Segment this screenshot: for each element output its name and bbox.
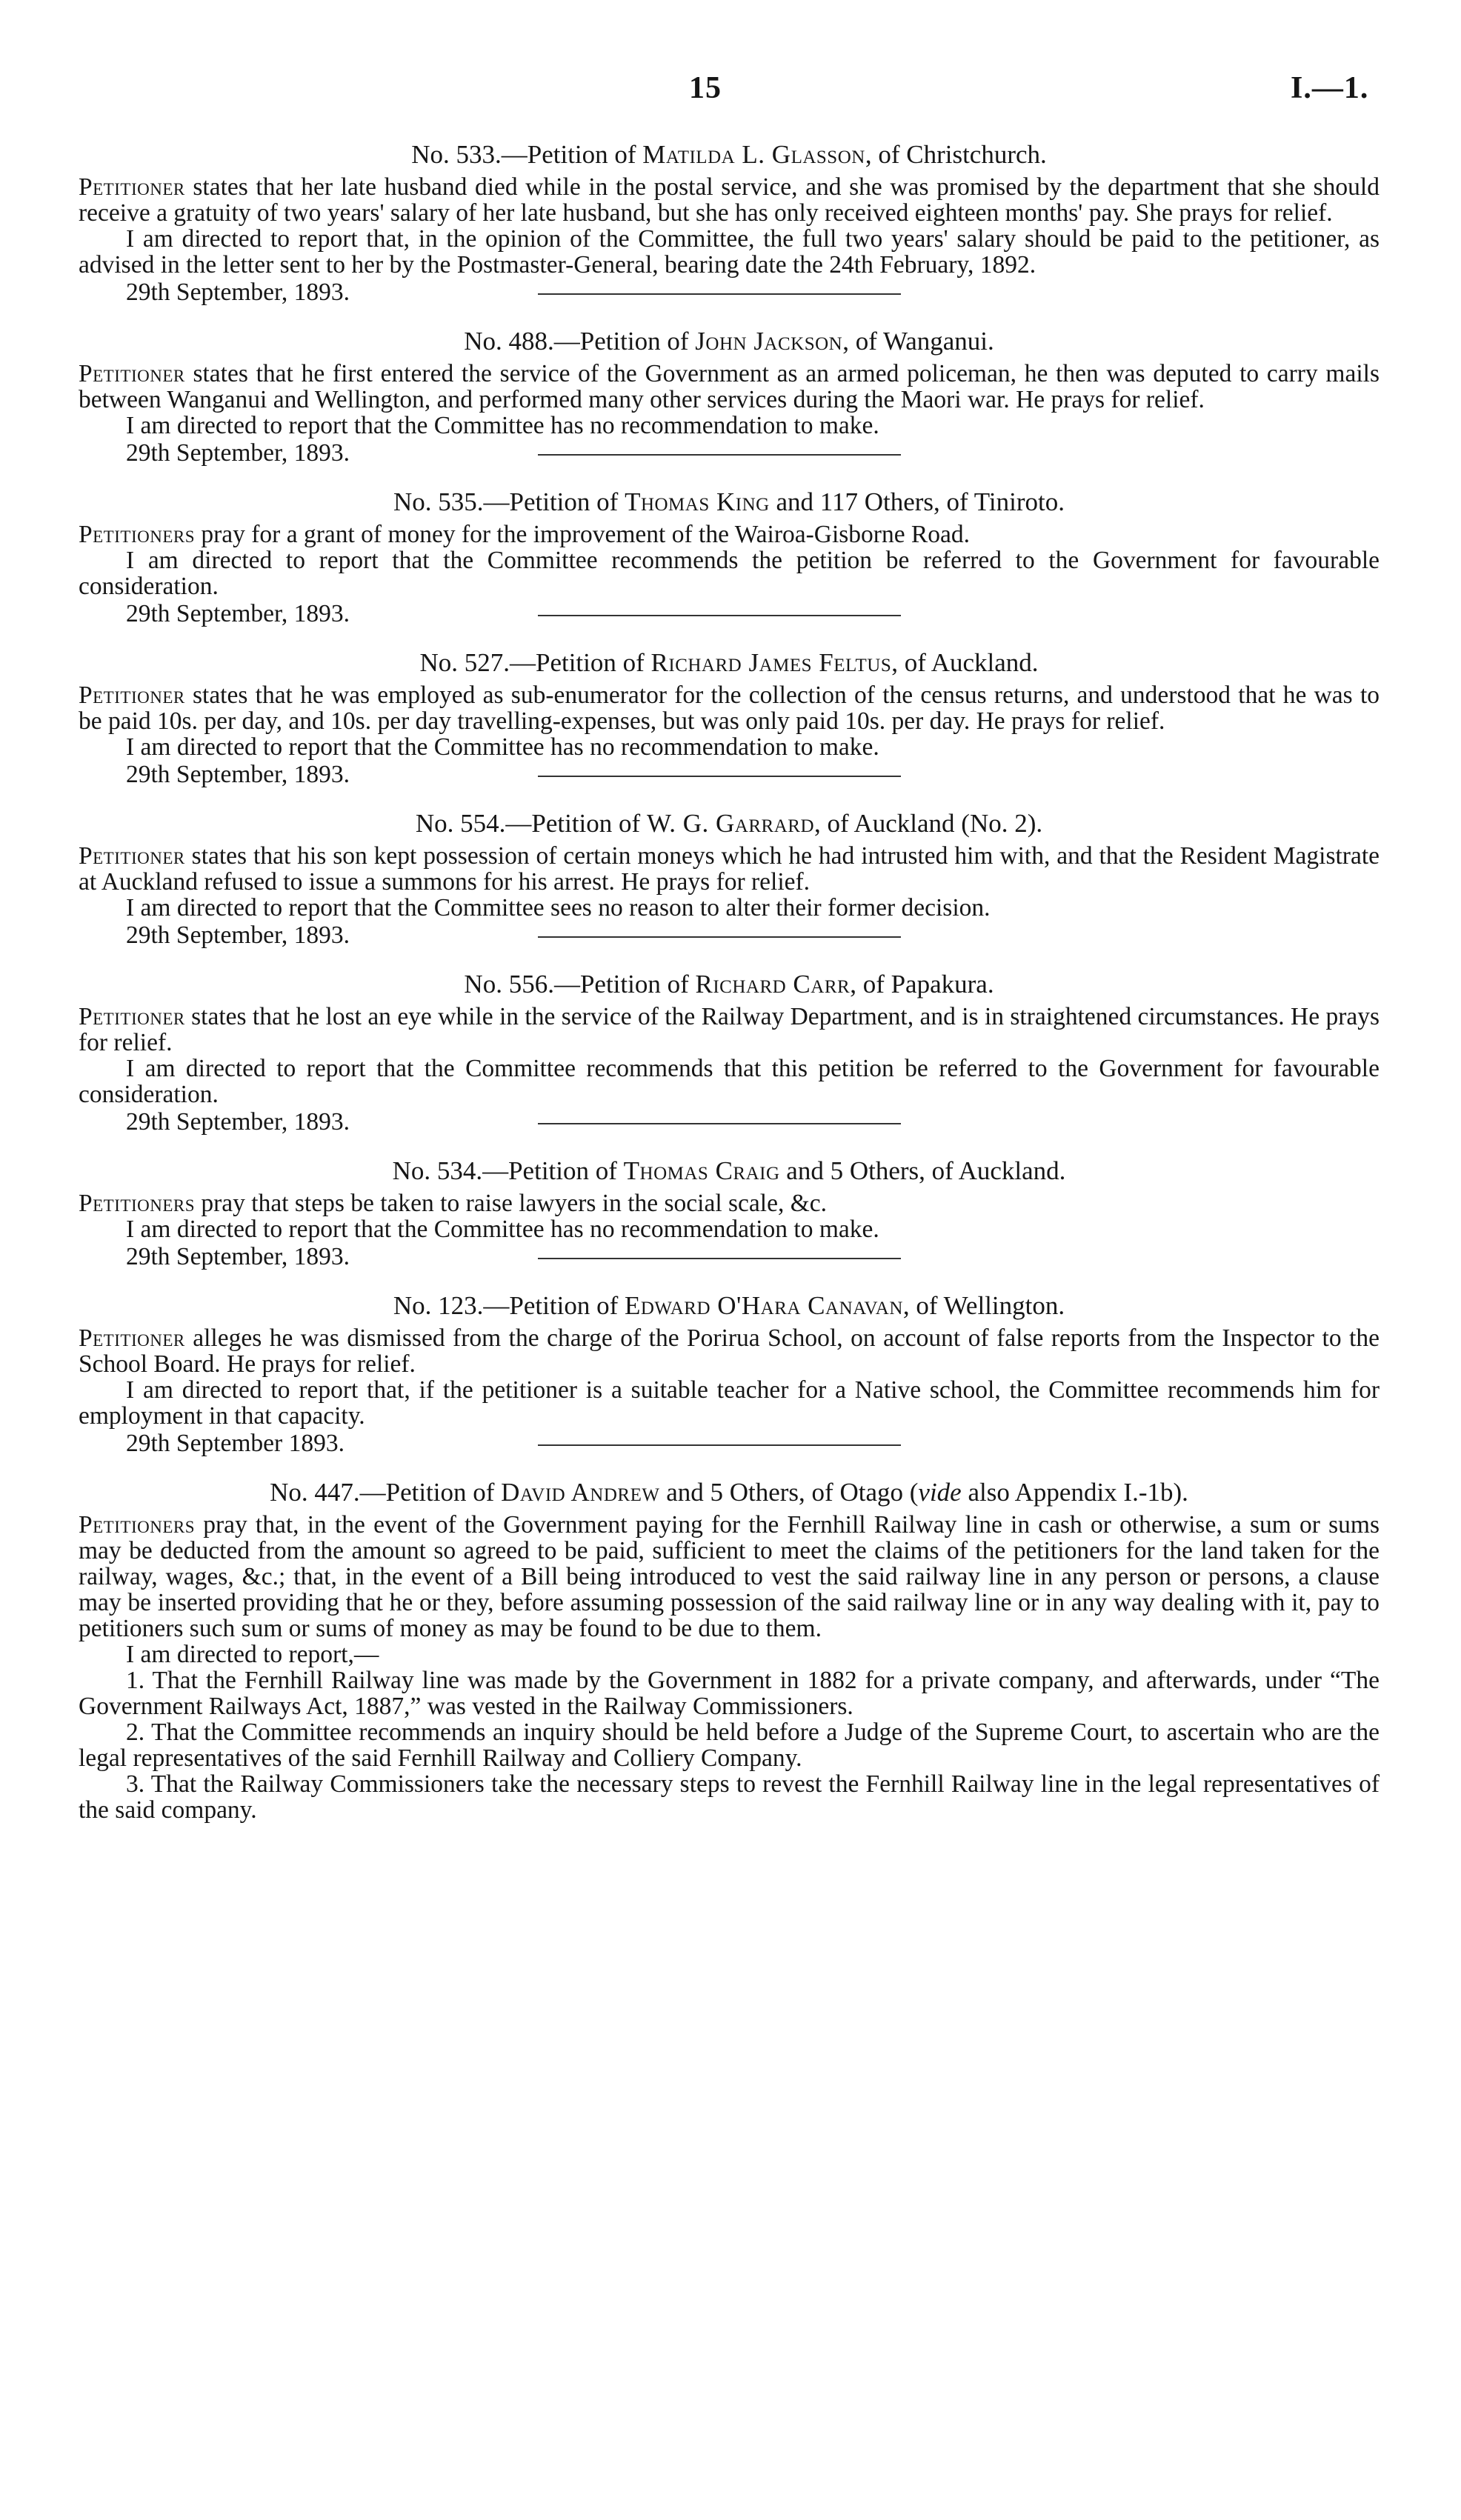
committee-report: I am directed to report that the Committee sees no reason to alter their former decision. bbox=[126, 894, 991, 921]
report-date: 29th September, 1893. bbox=[126, 439, 350, 467]
petition-statement: Petitioners pray for a grant of money for the improvement of the Wairoa-Gisborne Road. bbox=[79, 521, 971, 548]
petition-statement: Petitioner states that he was employed as sub-enumerator for the collection of the census returns, and understood that he was to be paid 10s. per day, and 10s. per day travelling-expenses, but was only paid 10s. per day. He prays for relief. bbox=[79, 681, 1380, 735]
committee-report: I am directed to report that, if the petitioner is a suitable teacher for a Native school, the Committee recommends him for employment in that capacity. bbox=[79, 1376, 1380, 1430]
petition-statement: Petitioner alleges he was dismissed from the charge of the Porirua School, on account of false reports from the Inspector to the School Board. He prays for relief. bbox=[79, 1324, 1380, 1378]
petition-heading: No. 534.—Petition of Thomas Craig and 5 Others, of Auckland. bbox=[392, 1156, 1066, 1185]
page-content bbox=[79, 141, 1380, 1823]
petitioner-name: Thomas Craig bbox=[623, 1156, 780, 1185]
committee-report-intro: I am directed to report,— bbox=[126, 1641, 379, 1668]
committee-report: I am directed to report that, in the opinion of the Committee, the full two years' salary should be paid to the petitioner, as advised in the letter sent to her by the Postmaster-General, bearing date the 24th February, 1892. bbox=[79, 225, 1380, 279]
petition-heading: No. 447.—Petition of David Andrew and 5 Others, of Otago (vide also Appendix I.-1b). bbox=[270, 1478, 1188, 1507]
petition-heading: No. 527.—Petition of Richard James Feltus, of Auckland. bbox=[419, 648, 1039, 677]
report-date: 29th September, 1893. bbox=[126, 600, 350, 627]
document-reference: I.—1. bbox=[1291, 71, 1369, 105]
petitioner-name: Matilda L. Glasson bbox=[642, 140, 865, 169]
committee-report: I am directed to report that the Committee has no recommendation to make. bbox=[126, 1216, 879, 1243]
petition-entry bbox=[79, 488, 1380, 627]
petition-statement: Petitioners pray that, in the event of the Government paying for the Fernhill Railway line in cash or otherwise, a sum or sums may be deducted from the amount so agreed to be paid, sufficient to meet the claims of the petitioners for the land taken for the railway, wages, &c.; that, in the event of a Bill being introduced to vest the said railway line in any person or persons, a clause may be inserted providing that he or they, before assuming possession of the said railway line or in any way dealing with it, pay to petitioners such sum or sums of money as may be found to be due to them. bbox=[79, 1511, 1380, 1642]
separator-rule bbox=[538, 1258, 901, 1259]
petition-entry bbox=[79, 970, 1380, 1135]
report-date: 29th September 1893. bbox=[126, 1430, 345, 1457]
separator-rule bbox=[538, 776, 901, 777]
separator-rule bbox=[538, 454, 901, 456]
petition-statement: Petitioner states that he lost an eye while in the service of the Railway Department, and is in straightened circumstances. He prays for relief. bbox=[79, 1003, 1380, 1056]
petition-heading: No. 123.—Petition of Edward O'Hara Canavan, of Wellington. bbox=[393, 1291, 1065, 1320]
petition-entry bbox=[79, 327, 1380, 466]
report-item: 1. That the Fernhill Railway line was made by the Government in 1882 for a private company, and afterwards, under “The Government Railways Act, 1887,” was vested in the Railway Commissioners. bbox=[79, 1667, 1380, 1720]
petitioner-name: Thomas King bbox=[625, 487, 770, 516]
report-date: 29th September, 1893. bbox=[126, 1108, 350, 1136]
petitioner-name: Richard James Feltus bbox=[650, 648, 892, 677]
petition-entry bbox=[79, 141, 1380, 305]
petitioner-name: W. G. Garrard bbox=[646, 809, 814, 838]
separator-rule bbox=[538, 293, 901, 295]
petition-heading: No. 556.—Petition of Richard Carr, of Papakura. bbox=[464, 970, 994, 999]
petition-statement: Petitioner states that his son kept possession of certain moneys which he had intrusted him with, and that the Resident Magistrate at Auckland refused to issue a summons for his arrest. He prays for relief. bbox=[79, 842, 1380, 896]
petitioner-name: David Andrew bbox=[501, 1478, 660, 1507]
petition-entry bbox=[79, 810, 1380, 948]
petitioner-name: John Jackson bbox=[695, 327, 843, 356]
petitioner-name: Richard Carr bbox=[695, 970, 851, 999]
petition-statement: Petitioners pray that steps be taken to raise lawyers in the social scale, &c. bbox=[79, 1190, 828, 1217]
report-item: 3. That the Railway Commissioners take the necessary steps to revest the Fernhill Railway line in the legal representatives of the said company. bbox=[79, 1770, 1380, 1824]
report-date: 29th September, 1893. bbox=[126, 761, 350, 788]
separator-rule bbox=[538, 615, 901, 616]
page-number: 15 bbox=[689, 71, 722, 105]
petition-heading: No. 533.—Petition of Matilda L. Glasson, of Christchurch. bbox=[411, 140, 1047, 169]
separator-rule bbox=[538, 936, 901, 938]
separator-rule bbox=[538, 1123, 901, 1124]
petition-statement: Petitioner states that her late husband died while in the postal service, and she was promised by the department that she should receive a gratuity of two years' salary of her late husband, but she has only received eighteen months' pay. She prays for relief. bbox=[79, 173, 1380, 227]
report-date: 29th September, 1893. bbox=[126, 921, 350, 949]
petitioner-name: Edward O'Hara Canavan bbox=[624, 1291, 903, 1320]
petition-entry bbox=[79, 1157, 1380, 1270]
committee-report: I am directed to report that the Committee recommends that this petition be referred to the Government for favourable consideration. bbox=[79, 1055, 1380, 1108]
report-date: 29th September, 1893. bbox=[126, 279, 350, 306]
petition-entry-final bbox=[79, 1479, 1380, 1823]
petition-heading: No. 488.—Petition of John Jackson, of Wanganui. bbox=[464, 327, 994, 356]
petition-statement: Petitioner states that he first entered the service of the Government as an armed policeman, he then was deputed to carry mails between Wanganui and Wellington, and performed many other services during the Maori war. He prays for relief. bbox=[79, 360, 1380, 413]
petition-entry bbox=[79, 649, 1380, 787]
petition-entry bbox=[79, 1292, 1380, 1456]
report-date: 29th September, 1893. bbox=[126, 1243, 350, 1270]
committee-report: I am directed to report that the Committee recommends the petition be referred to the Government for favourable consideration. bbox=[79, 547, 1380, 600]
petition-heading: No. 554.—Petition of W. G. Garrard, of Auckland (No. 2). bbox=[415, 809, 1043, 838]
report-item: 2. That the Committee recommends an inquiry should be held before a Judge of the Supreme Court, to ascertain who are the legal representatives of the said Fernhill Railway and Colliery Company. bbox=[79, 1719, 1380, 1772]
separator-rule bbox=[538, 1444, 901, 1446]
committee-report: I am directed to report that the Committee has no recommendation to make. bbox=[126, 412, 879, 439]
committee-report: I am directed to report that the Committee has no recommendation to make. bbox=[126, 733, 879, 761]
petition-heading: No. 535.—Petition of Thomas King and 117 Others, of Tiniroto. bbox=[393, 487, 1065, 516]
